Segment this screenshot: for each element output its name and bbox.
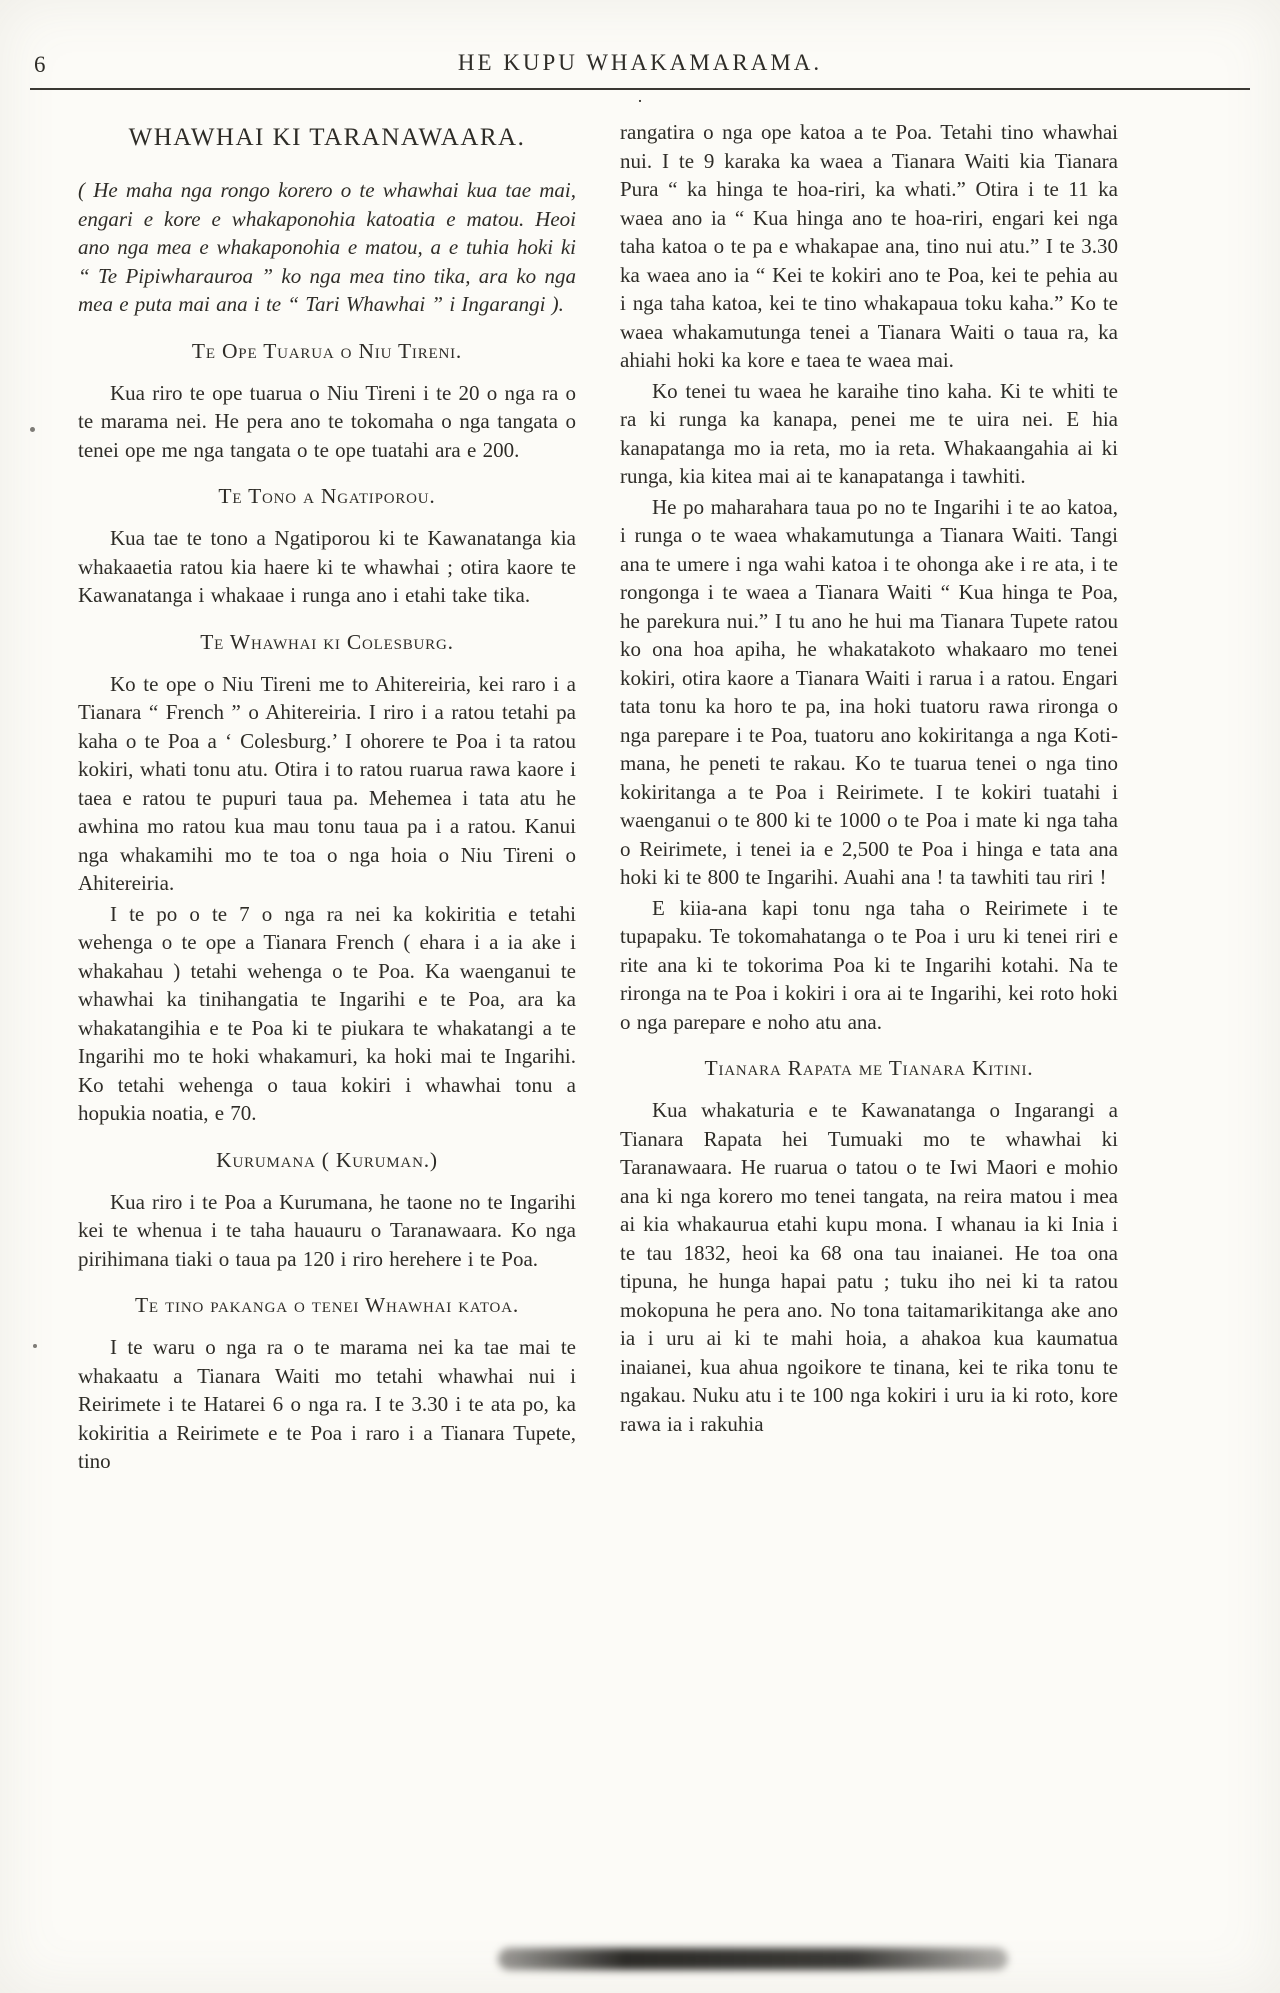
scan-speck	[30, 427, 35, 432]
paragraph: Kua riro i te Poa a Kurumana, he taone no te Ingarihi kei te whenua i te taha hauauru o Taranawaara. Ko nga pirihimana tiaki o taua pa 120 i riro herehere i te Poa.	[78, 1189, 576, 1271]
ink-smudge	[498, 1948, 1008, 1970]
paragraph: Kua riro te ope tuarua o Niu Tireni i te 20 o nga ra o te marama nei. He pera ano te tokomaha o nga tangata o tenei ope me nga tangata o te ope tuatahi ara e 200.	[78, 380, 576, 462]
paragraph: I te waru o nga ra o te marama nei ka tae mai te whakaatu a Tianara Waiti mo tetahi whawhai nui i Reirimete i te Hatarei 6 o nga ra. I te 3.30 i te ata po, ka kokiritia a Reirimete e te Poa i raro i a Tianara Tupete, tino	[78, 1335, 576, 1473]
paragraph: Kua whakaturia e te Kawanatanga o Ingarangi a Tianara Rapata hei Tumuaki mo te whawhai ki Taranawaara. He ruarua o tatou o te Iwi Maori e mohio ana ki nga korero mo tenei tangata, na reira matou i mea ai kia whakaurua etahi kupu mona. I whanau ia ki Inia i te tau 1832, heoi ka 68 ona tau inaianei. He toa ona tipuna, he hunga hapai patu ; tuku iho nei ki ta ratou mokopuna he pera ano. No tona taitamarikitanga ake ano ia i uru ai ki te mahi hoia, a ahakoa kua kaumatua inaianei, kua ahua ngoikore te tinana, kei te rika tonu te ngakau. Nuku atu i te 100 nga kokiri i uru ia ki roto, kore rawa ia i rakuhia	[620, 1098, 1118, 1436]
paragraph: E kiia-ana kapi tonu nga taha o Reirimete i te tupapaku. Te tokomahatanga o te Poa i uru ki tenei riri e rite ana ki te tokorima Poa ki te Ingarihi kotahi. Na te rironga na te Poa i kokiri i ora ai te Ingarihi, kei roto hoki o nga parepare e noho atu ana.	[620, 895, 1118, 1034]
paragraph: Ko tenei tu waea he karaihe tino kaha. Ki te whiti te ra ki runga ka kanapa, penei me te uira nei. E hia kanapatanga mo ia reta, mo ia reta. Whakaangahia ai ki runga, kia kitea mai ai te kanapatanga i tawhiti.	[620, 378, 1118, 488]
scan-speck	[33, 1344, 37, 1348]
left-column	[78, 118, 576, 1476]
section-heading-colesburg: Te Whawhai ki Colesburg.	[200, 629, 454, 654]
section-heading-tino-pakanga: Te tino pakanga o tenei Whawhai katoa.	[135, 1293, 519, 1317]
article-heading: WHAWHAI KI TARANAWAARA.	[128, 124, 526, 151]
masthead-title: HE KUPU WHAKAMARAMA.	[457, 50, 823, 75]
editorial-note: ( He maha nga rongo korero o te whawhai kua tae mai, engari e kore e whakaponohia katoatia e matou. Heoi ano nga mea e whakaponohia e matou, a e tuhia hoki ki “ Te Pipiwharauroa ” ko nga mea tino tika, ara ko nga mea e puta mai ana i te “ Tari Whawhai ” i Ingarangi ).	[78, 178, 576, 316]
section-heading-kurumana: Kurumana ( Kuruman.)	[216, 1147, 438, 1172]
right-column	[620, 118, 1118, 1476]
paragraph: I te po o te 7 o nga ra nei ka kokiritia e tetahi wehenga o te ope a Tianara French ( ehara i a ia ake i whakahau ) tetahi wehenga o te Poa. Ka waenganui te whawhai ka tinihangatia te Ingarihi e te Poa, ara ka whakatangihia e te Poa ki te piukara te whakatangi a te Ingarihi mo te hoki whakamuri, ka hoki mai te Ingarihi. Ko tetahi wehenga o taua kokiri i whawhai tonu a hopukia noatia, e 70.	[78, 901, 576, 1125]
page-header	[30, 0, 1250, 106]
header-dot: .	[637, 86, 643, 106]
section-heading-ope-tuarua: Te Ope Tuarua o Niu Tireni.	[191, 338, 463, 363]
paragraph-continuation: rangatira o nga ope katoa a te Poa. Tetahi tino whawhai nui. I te 9 karaka ka waea a Tianara Waiti kia Tianara Pura “ ka hinga te hoa-riri, ka whati.” Otira i te 11 ka waea ano ia “ Kua hinga ano te hoa-riri, engari kei nga taha katoa o te pa e whakapae ana, tino nui atu.” I te 3.30 ka waea ano ia “ Kei te kokiri ano te Poa, kei te pehia au i nga taha katoa, kei te tino whakapaua toku kaha.” Ko te waea whakamutunga tenei a Tianara Waiti o taua ra, ka ahiahi hoki ka kore e taea te waea mai.	[620, 120, 1118, 372]
paragraph: Ko te ope o Niu Tireni me to Ahitereiria, kei raro i a Tianara “ French ” o Ahitereiria. I riro i a ratou tetahi pa kaha o te Poa a ‘ Colesburg.’ I ohorere te Poa i ta ratou kokiri, whati tonu atu. Otira i to ratou ruarua rawa kaore i taea e ratou te pupuri taua pa. Mehemea i tata atu he awhina mo ratou kua mau tonu taua pa i a ratou. Kanui nga whakamihi mo te toa o nga hoia o Niu Tireni o Ahitereiria.	[78, 671, 576, 895]
paragraph: He po maharahara taua po no te Ingarihi i te ao katoa, i runga o te waea whakamutunga a Tianara Waiti. Tangi ana te umere i nga wahi katoa i te ohonga ake i re ata, i te rongonga i te waea a Tianara Waiti “ Kua hinga te Poa, he parekura nui.” I tu ano he hui ma Tianara Tupete ratou ko ona hoa apiha, he whakatakoto whakaaro mo tenei kokiri, otira kaore a Tianara Waiti i rarua i a ratou. Engari tata tonu ka horo te pa, ina hoki tuatoru rawa rironga o nga parepare i te Poa, tuatoru ano kokiritanga a nga Koti-mana, he peneti te rakau. Ko te tuarua tenei o nga tino kokiritanga a te Poa i Reirimete. I te kokiri tuatahi i waenganui o te 800 ki te 1000 o te Poa i mate ki nga taha o Reirimete, i tenei ia e 2,500 te Poa i hinga e tata ana hoki ki te 800 te Ingarihi. Auahi ana ! ta tawhiti tau riri !	[620, 494, 1118, 889]
section-heading-rapata-kitini: Tianara Rapata me Tianara Kitini.	[704, 1056, 1034, 1080]
page-number: 6	[34, 52, 46, 77]
paragraph: Kua tae te tono a Ngatiporou ki te Kawanatanga kia whakaaetia ratou kia haere ki te whawhai ; otira kaore te Kawanatanga i whakaae i runga ano i etahi take tika.	[78, 526, 576, 607]
article-body	[78, 118, 1280, 1476]
section-heading-tono-ngatiporou: Te Tono a Ngatiporou.	[218, 484, 436, 508]
